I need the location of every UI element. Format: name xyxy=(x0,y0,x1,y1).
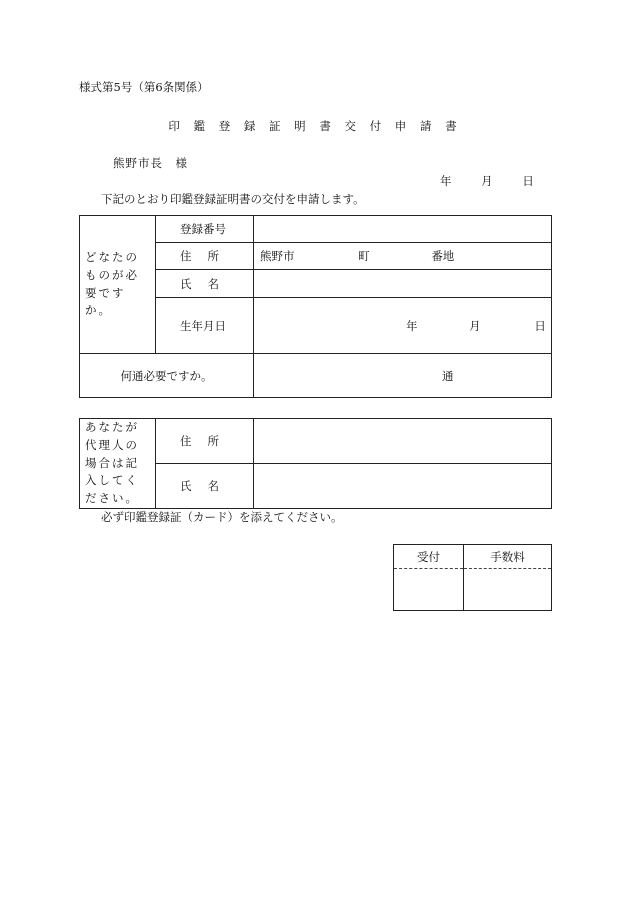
birth-month: 月 xyxy=(469,318,481,333)
received-stamp-box[interactable] xyxy=(394,569,464,611)
agent-section-label: あなたが代理人の場合は記入してください。 xyxy=(80,419,156,509)
date-month: 月 xyxy=(481,174,493,188)
applicant-name-field[interactable] xyxy=(254,270,552,298)
form-number-label: 様式第5号（第6条関係） xyxy=(79,80,209,94)
agent-table xyxy=(79,418,552,509)
address-lot: 番地 xyxy=(431,249,455,263)
applicant-section-label: どなたのものが必要ですか。 xyxy=(80,216,156,354)
registration-number-field[interactable] xyxy=(254,216,552,243)
copies-unit: 通 xyxy=(442,368,454,383)
applicant-address-label: 住 所 xyxy=(156,243,254,270)
copies-question: 何通必要ですか。 xyxy=(80,354,254,398)
agent-name-field[interactable] xyxy=(254,464,552,509)
intro-statement: 下記のとおり印鑑登録証明書の交付を申請します。 xyxy=(101,192,365,206)
date-year: 年 xyxy=(440,174,452,188)
agent-name-label: 氏 名 xyxy=(156,464,254,509)
note-text: 必ず印鑑登録証（カード）を添えてください。 xyxy=(101,510,343,524)
address-city: 熊野市 xyxy=(260,249,295,263)
address-town: 町 xyxy=(358,249,370,263)
birth-day: 日 xyxy=(534,318,546,333)
fee-label: 手数料 xyxy=(464,545,552,569)
date-day: 日 xyxy=(522,174,534,188)
application-date xyxy=(440,176,534,188)
copies-field[interactable] xyxy=(254,354,552,398)
applicant-table xyxy=(79,215,552,398)
office-use-table xyxy=(393,544,552,611)
received-label: 受付 xyxy=(394,545,464,569)
birthdate-field[interactable] xyxy=(254,298,552,354)
birthdate-label: 生年月日 xyxy=(156,298,254,354)
applicant-name-label: 氏 名 xyxy=(156,270,254,298)
fee-stamp-box[interactable] xyxy=(464,569,552,611)
agent-address-label: 住 所 xyxy=(156,419,254,464)
page-title: 印 鑑 登 録 証 明 書 交 付 申 請 書 xyxy=(168,119,462,133)
applicant-address-field[interactable] xyxy=(254,243,552,270)
addressee: 熊野市長 様 xyxy=(113,156,188,170)
registration-number-label: 登録番号 xyxy=(156,216,254,243)
agent-address-field[interactable] xyxy=(254,419,552,464)
birth-year: 年 xyxy=(406,318,418,333)
